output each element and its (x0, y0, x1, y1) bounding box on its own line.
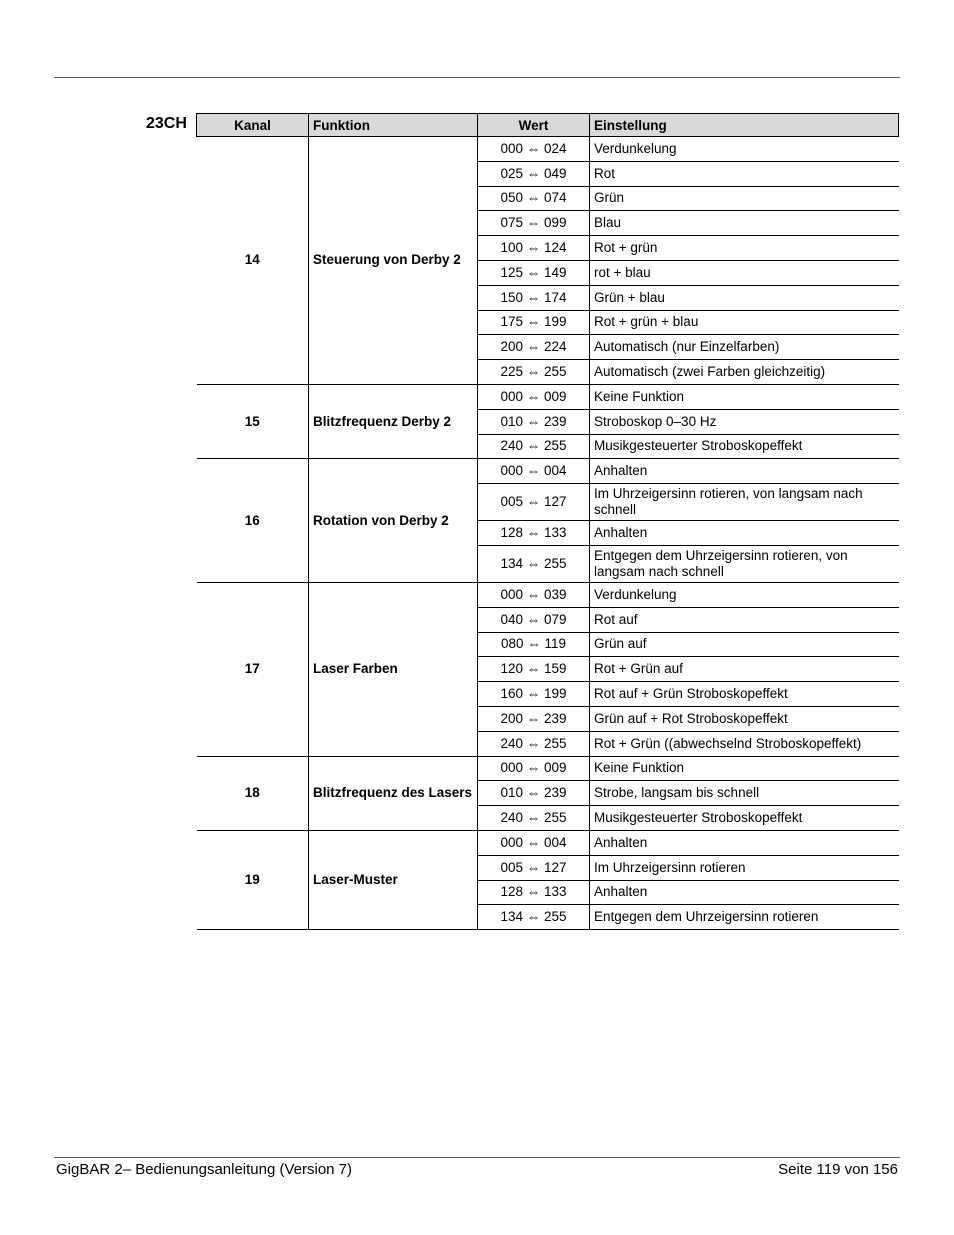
channel-number: 18 (197, 756, 309, 830)
setting-description: Rot + grün (590, 236, 899, 261)
value-range: 128 ⇔ 133 (478, 521, 590, 546)
channel-number: 14 (197, 137, 309, 385)
value-range: 000 ⇔ 009 (478, 756, 590, 781)
setting-description: Keine Funktion (590, 384, 899, 409)
channel-function: Steuerung von Derby 2 (309, 137, 478, 385)
header-kanal: Kanal (197, 114, 309, 137)
setting-description: Grün + blau (590, 285, 899, 310)
header-einstellung: Einstellung (590, 114, 899, 137)
setting-description: Verdunkelung (590, 582, 899, 607)
channel-number: 17 (197, 582, 309, 756)
table-header-row (197, 114, 899, 137)
value-range: 005 ⇔ 127 (478, 855, 590, 880)
setting-description: Keine Funktion (590, 756, 899, 781)
setting-description: Stroboskop 0–30 Hz (590, 409, 899, 434)
value-range: 025 ⇔ 049 (478, 161, 590, 186)
value-range: 000 ⇔ 009 (478, 384, 590, 409)
setting-description: Anhalten (590, 521, 899, 546)
value-range: 240 ⇔ 255 (478, 434, 590, 459)
value-range: 010 ⇔ 239 (478, 781, 590, 806)
setting-description: Automatisch (zwei Farben gleichzeitig) (590, 360, 899, 385)
channel-function: Rotation von Derby 2 (309, 459, 478, 583)
value-range: 000 ⇔ 004 (478, 459, 590, 484)
value-range: 134 ⇔ 255 (478, 905, 590, 930)
value-range: 050 ⇔ 074 (478, 186, 590, 211)
setting-description: Anhalten (590, 880, 899, 905)
setting-description: Strobe, langsam bis schnell (590, 781, 899, 806)
setting-description: Anhalten (590, 459, 899, 484)
setting-description: Grün (590, 186, 899, 211)
channel-function: Laser Farben (309, 582, 478, 756)
setting-description: Blau (590, 211, 899, 236)
table-row (197, 137, 899, 162)
channel-number: 15 (197, 384, 309, 458)
setting-description: Rot (590, 161, 899, 186)
setting-description: Im Uhrzeigersinn rotieren, von langsam nach schnell (590, 484, 899, 521)
value-range: 000 ⇔ 004 (478, 830, 590, 855)
value-range: 000 ⇔ 039 (478, 582, 590, 607)
header-funktion: Funktion (309, 114, 478, 137)
setting-description: Rot auf + Grün Stroboskopeffekt (590, 682, 899, 707)
channel-number: 16 (197, 459, 309, 583)
value-range: 040 ⇔ 079 (478, 607, 590, 632)
value-range: 000 ⇔ 024 (478, 137, 590, 162)
value-range: 080 ⇔ 119 (478, 632, 590, 657)
value-range: 005 ⇔ 127 (478, 484, 590, 521)
setting-description: Rot + Grün auf (590, 657, 899, 682)
header-wert: Wert (478, 114, 590, 137)
setting-description: Verdunkelung (590, 137, 899, 162)
setting-description: Musikgesteuerter Stroboskopeffekt (590, 806, 899, 831)
table-row (197, 582, 899, 607)
channel-function: Blitzfrequenz des Lasers (309, 756, 478, 830)
channel-function: Blitzfrequenz Derby 2 (309, 384, 478, 458)
table-row (197, 459, 899, 484)
value-range: 240 ⇔ 255 (478, 731, 590, 756)
setting-description: Musikgesteuerter Stroboskopeffekt (590, 434, 899, 459)
setting-description: Rot + Grün ((abwechselnd Stroboskopeffekt) (590, 731, 899, 756)
footer-rule (54, 1157, 900, 1158)
value-range: 200 ⇔ 239 (478, 706, 590, 731)
setting-description: Grün auf + Rot Stroboskopeffekt (590, 706, 899, 731)
setting-description: Grün auf (590, 632, 899, 657)
channel-number: 19 (197, 830, 309, 929)
setting-description: Anhalten (590, 830, 899, 855)
value-range: 150 ⇔ 174 (478, 285, 590, 310)
table-row (197, 384, 899, 409)
setting-description: Im Uhrzeigersinn rotieren (590, 855, 899, 880)
value-range: 200 ⇔ 224 (478, 335, 590, 360)
table-body (197, 137, 899, 930)
value-range: 100 ⇔ 124 (478, 236, 590, 261)
table-row (197, 756, 899, 781)
value-range: 075 ⇔ 099 (478, 211, 590, 236)
value-range: 120 ⇔ 159 (478, 657, 590, 682)
setting-description: Entgegen dem Uhrzeigersinn rotieren, von langsam nach schnell (590, 545, 899, 582)
setting-description: Entgegen dem Uhrzeigersinn rotieren (590, 905, 899, 930)
setting-description: Rot auf (590, 607, 899, 632)
value-range: 225 ⇔ 255 (478, 360, 590, 385)
footer-page-number: Seite 119 von 156 (778, 1161, 898, 1178)
value-range: 010 ⇔ 239 (478, 409, 590, 434)
footer-document-title: GigBAR 2– Bedienungsanleitung (Version 7) (56, 1161, 353, 1178)
mode-label: 23CH (146, 115, 187, 132)
value-range: 125 ⇔ 149 (478, 260, 590, 285)
setting-description: Rot + grün + blau (590, 310, 899, 335)
dmx-channel-table (196, 113, 899, 930)
table-row (197, 830, 899, 855)
value-range: 175 ⇔ 199 (478, 310, 590, 335)
setting-description: Automatisch (nur Einzelfarben) (590, 335, 899, 360)
setting-description: rot + blau (590, 260, 899, 285)
value-range: 240 ⇔ 255 (478, 806, 590, 831)
value-range: 134 ⇔ 255 (478, 545, 590, 582)
value-range: 128 ⇔ 133 (478, 880, 590, 905)
value-range: 160 ⇔ 199 (478, 682, 590, 707)
channel-function: Laser-Muster (309, 830, 478, 929)
header-rule (54, 77, 900, 78)
